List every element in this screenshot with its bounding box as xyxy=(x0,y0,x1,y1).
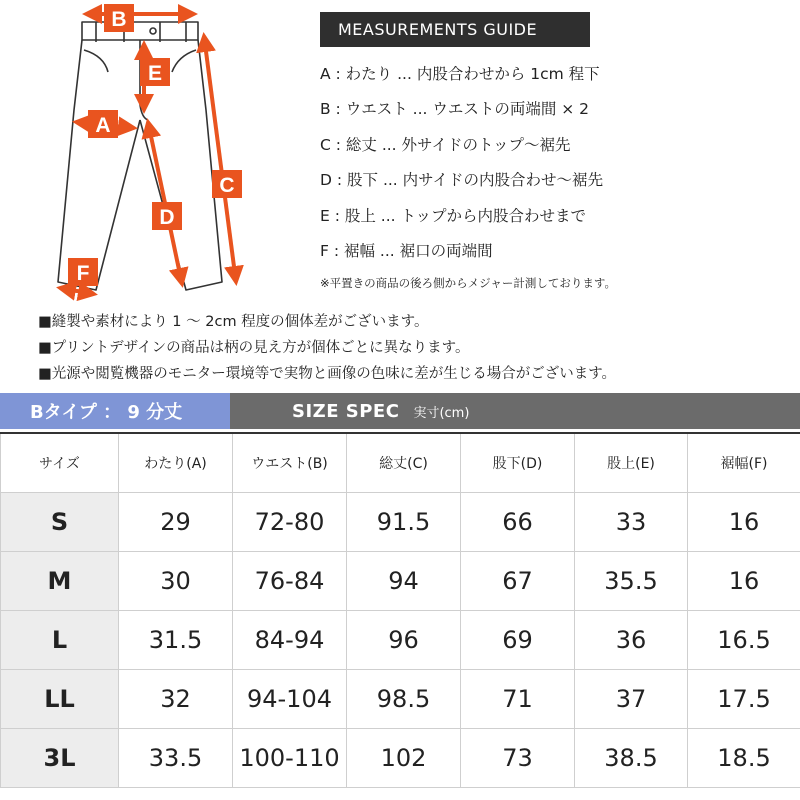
table-row xyxy=(1,729,800,788)
table-row xyxy=(1,493,800,552)
label-e: E xyxy=(147,62,163,85)
table-cell: 102 xyxy=(347,729,461,788)
header-inseam: 股下(D) xyxy=(461,433,575,493)
table-cell: 71 xyxy=(461,670,575,729)
table-cell: 94 xyxy=(347,552,461,611)
table-cell: 32 xyxy=(119,670,233,729)
disclaimer-print: ■プリントデザインの商品は柄の見え方が個体ごとに異なります。 xyxy=(38,340,470,356)
table-cell: 94-104 xyxy=(233,670,347,729)
label-b: B xyxy=(111,8,127,31)
table-cell: 18.5 xyxy=(688,729,800,788)
table-cell: 73 xyxy=(461,729,575,788)
measurement-note: ※平置きの商品の後ろ側からメジャー計測しております。 xyxy=(320,276,616,290)
table-cell: 96 xyxy=(347,611,461,670)
table-cell: 91.5 xyxy=(347,493,461,552)
size-cell: LL xyxy=(1,670,119,729)
type-label: Bタイプ ： 9 分丈 xyxy=(0,393,230,429)
table-cell: 100-110 xyxy=(233,729,347,788)
guide-line-e: E : 股上 ... トップから内股合わせまで xyxy=(320,207,587,225)
header-rise: 股上(E) xyxy=(575,433,688,493)
table-cell: 16 xyxy=(688,493,800,552)
size-spec-bar xyxy=(230,393,800,429)
table-cell: 31.5 xyxy=(119,611,233,670)
table-cell: 35.5 xyxy=(575,552,688,611)
table-cell: 33.5 xyxy=(119,729,233,788)
table-cell: 16.5 xyxy=(688,611,800,670)
size-cell: S xyxy=(1,493,119,552)
table-cell: 67 xyxy=(461,552,575,611)
guide-line-c: C : 総丈 ... 外サイドのトップ～裾先 xyxy=(320,136,571,154)
table-row xyxy=(1,670,800,729)
label-d: D xyxy=(159,206,175,229)
size-spec-title: SIZE SPEC xyxy=(292,400,400,422)
size-cell: L xyxy=(1,611,119,670)
disclaimer-color: ■光源や閲覧機器のモニター環境等で実物と画像の色味に差が生じる場合がございます。 xyxy=(38,366,617,382)
guide-line-f: F : 裾幅 ... 裾口の両端間 xyxy=(320,242,493,260)
table-cell: 69 xyxy=(461,611,575,670)
size-table xyxy=(0,432,800,788)
table-cell: 33 xyxy=(575,493,688,552)
size-cell: M xyxy=(1,552,119,611)
table-cell: 98.5 xyxy=(347,670,461,729)
table-row xyxy=(1,611,800,670)
label-f: F xyxy=(76,262,90,285)
guide-line-b: B : ウエスト ... ウエストの両端間 × 2 xyxy=(320,100,590,118)
table-cell: 72-80 xyxy=(233,493,347,552)
table-cell: 36 xyxy=(575,611,688,670)
table-cell: 17.5 xyxy=(688,670,800,729)
table-header-row xyxy=(1,433,800,493)
table-cell: 30 xyxy=(119,552,233,611)
label-a: A xyxy=(95,114,111,137)
table-cell: 84-94 xyxy=(233,611,347,670)
header-size: サイズ xyxy=(1,433,119,493)
table-cell: 16 xyxy=(688,552,800,611)
guide-line-d: D : 股下 ... 内サイドの内股合わせ～裾先 xyxy=(320,171,604,189)
header-length: 総丈(C) xyxy=(347,433,461,493)
size-spec-unit: 実寸(cm) xyxy=(413,405,470,421)
header-thigh: わたり(A) xyxy=(119,433,233,493)
size-cell: 3L xyxy=(1,729,119,788)
disclaimer-variance: ■縫製や素材により 1 ～ 2cm 程度の個体差がございます。 xyxy=(38,314,429,330)
guide-line-a: A : わたり ... 内股合わせから 1cm 程下 xyxy=(320,65,600,83)
table-cell: 76-84 xyxy=(233,552,347,611)
header-hem: 裾幅(F) xyxy=(688,433,800,493)
label-c: C xyxy=(219,174,235,197)
table-cell: 66 xyxy=(461,493,575,552)
pants-diagram xyxy=(0,0,300,305)
measure-c-line xyxy=(204,36,236,282)
header-waist: ウエスト(B) xyxy=(233,433,347,493)
table-row xyxy=(1,552,800,611)
table-cell: 38.5 xyxy=(575,729,688,788)
table-cell: 29 xyxy=(119,493,233,552)
table-cell: 37 xyxy=(575,670,688,729)
measurements-guide-title: MEASUREMENTS GUIDE xyxy=(320,12,590,47)
